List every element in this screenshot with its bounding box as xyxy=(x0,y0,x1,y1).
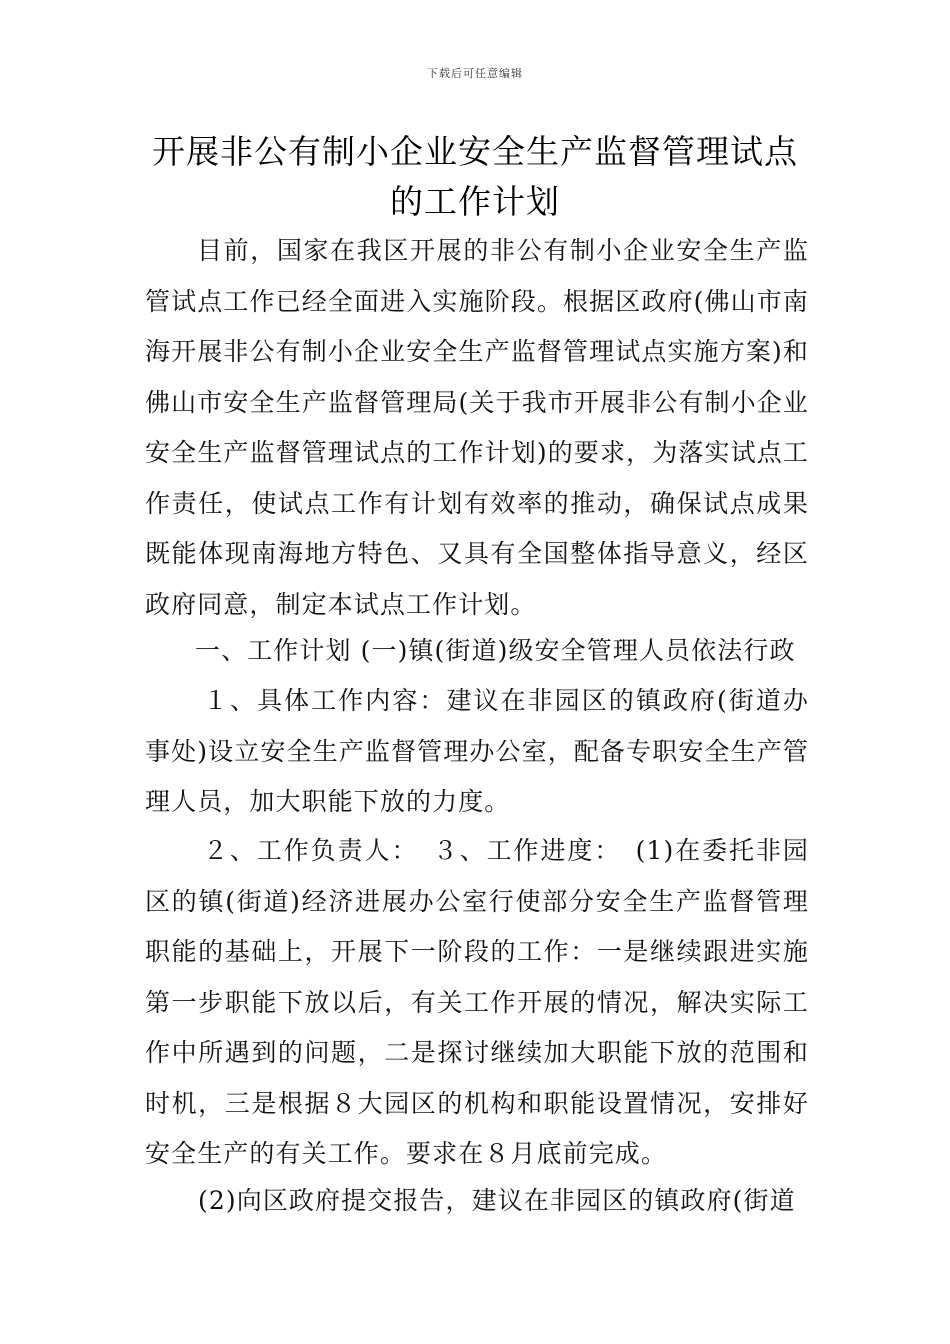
paragraph-work-content: １、具体工作内容：建议在非园区的镇政府(街道办事处)设立安全生产监督管理办公室，配备专职安全生产管理人员，加大职能下放的力度。 xyxy=(145,686,809,816)
header-note: 下载后可任意编辑 xyxy=(427,67,523,80)
paragraph-work-progress: ２、工作负责人： ３、工作进度： (1)在委托非园区的镇(街道)经济进展办公室行使部分安全生产监督管理职能的基础上，开展下一阶段的工作：一是继续跟进实施第一步职能下放以后，有关工作开展的情况，解决实际工作中所遇到的问题，二是探讨继续加大职能下放的范围和时机，三是根据８大园区的机构和职能设置情况，安排好安全生产的有关工作。要求在８月底前完成。 xyxy=(145,836,809,1168)
document-title: 开展非公有制小企业安全生产监督管理试点的工作计划 xyxy=(152,132,798,221)
paragraph-report: (2)向区政府提交报告，建议在非园区的镇政府(街道 xyxy=(198,1186,796,1215)
paragraph-intro: 目前，国家在我区开展的非公有制小企业安全生产监管试点工作已经全面进入实施阶段。根据区政府(佛山市南海开展非公有制小企业安全生产监督管理试点实施方案)和佛山市安全生产监督管理局(关于我市开展非公有制小企业安全生产监督管理试点的工作计划)的要求，为落实试点工作责任，使试点工作有计划有效率的推动，确保试点成果既能体现南海地方特色、又具有全国整体指导意义，经区政府同意，制定本试点工作计划。 xyxy=(145,236,809,619)
paragraph-section-heading: 一、工作计划 (一)镇(街道)级安全管理人员依法行政 xyxy=(195,636,796,665)
